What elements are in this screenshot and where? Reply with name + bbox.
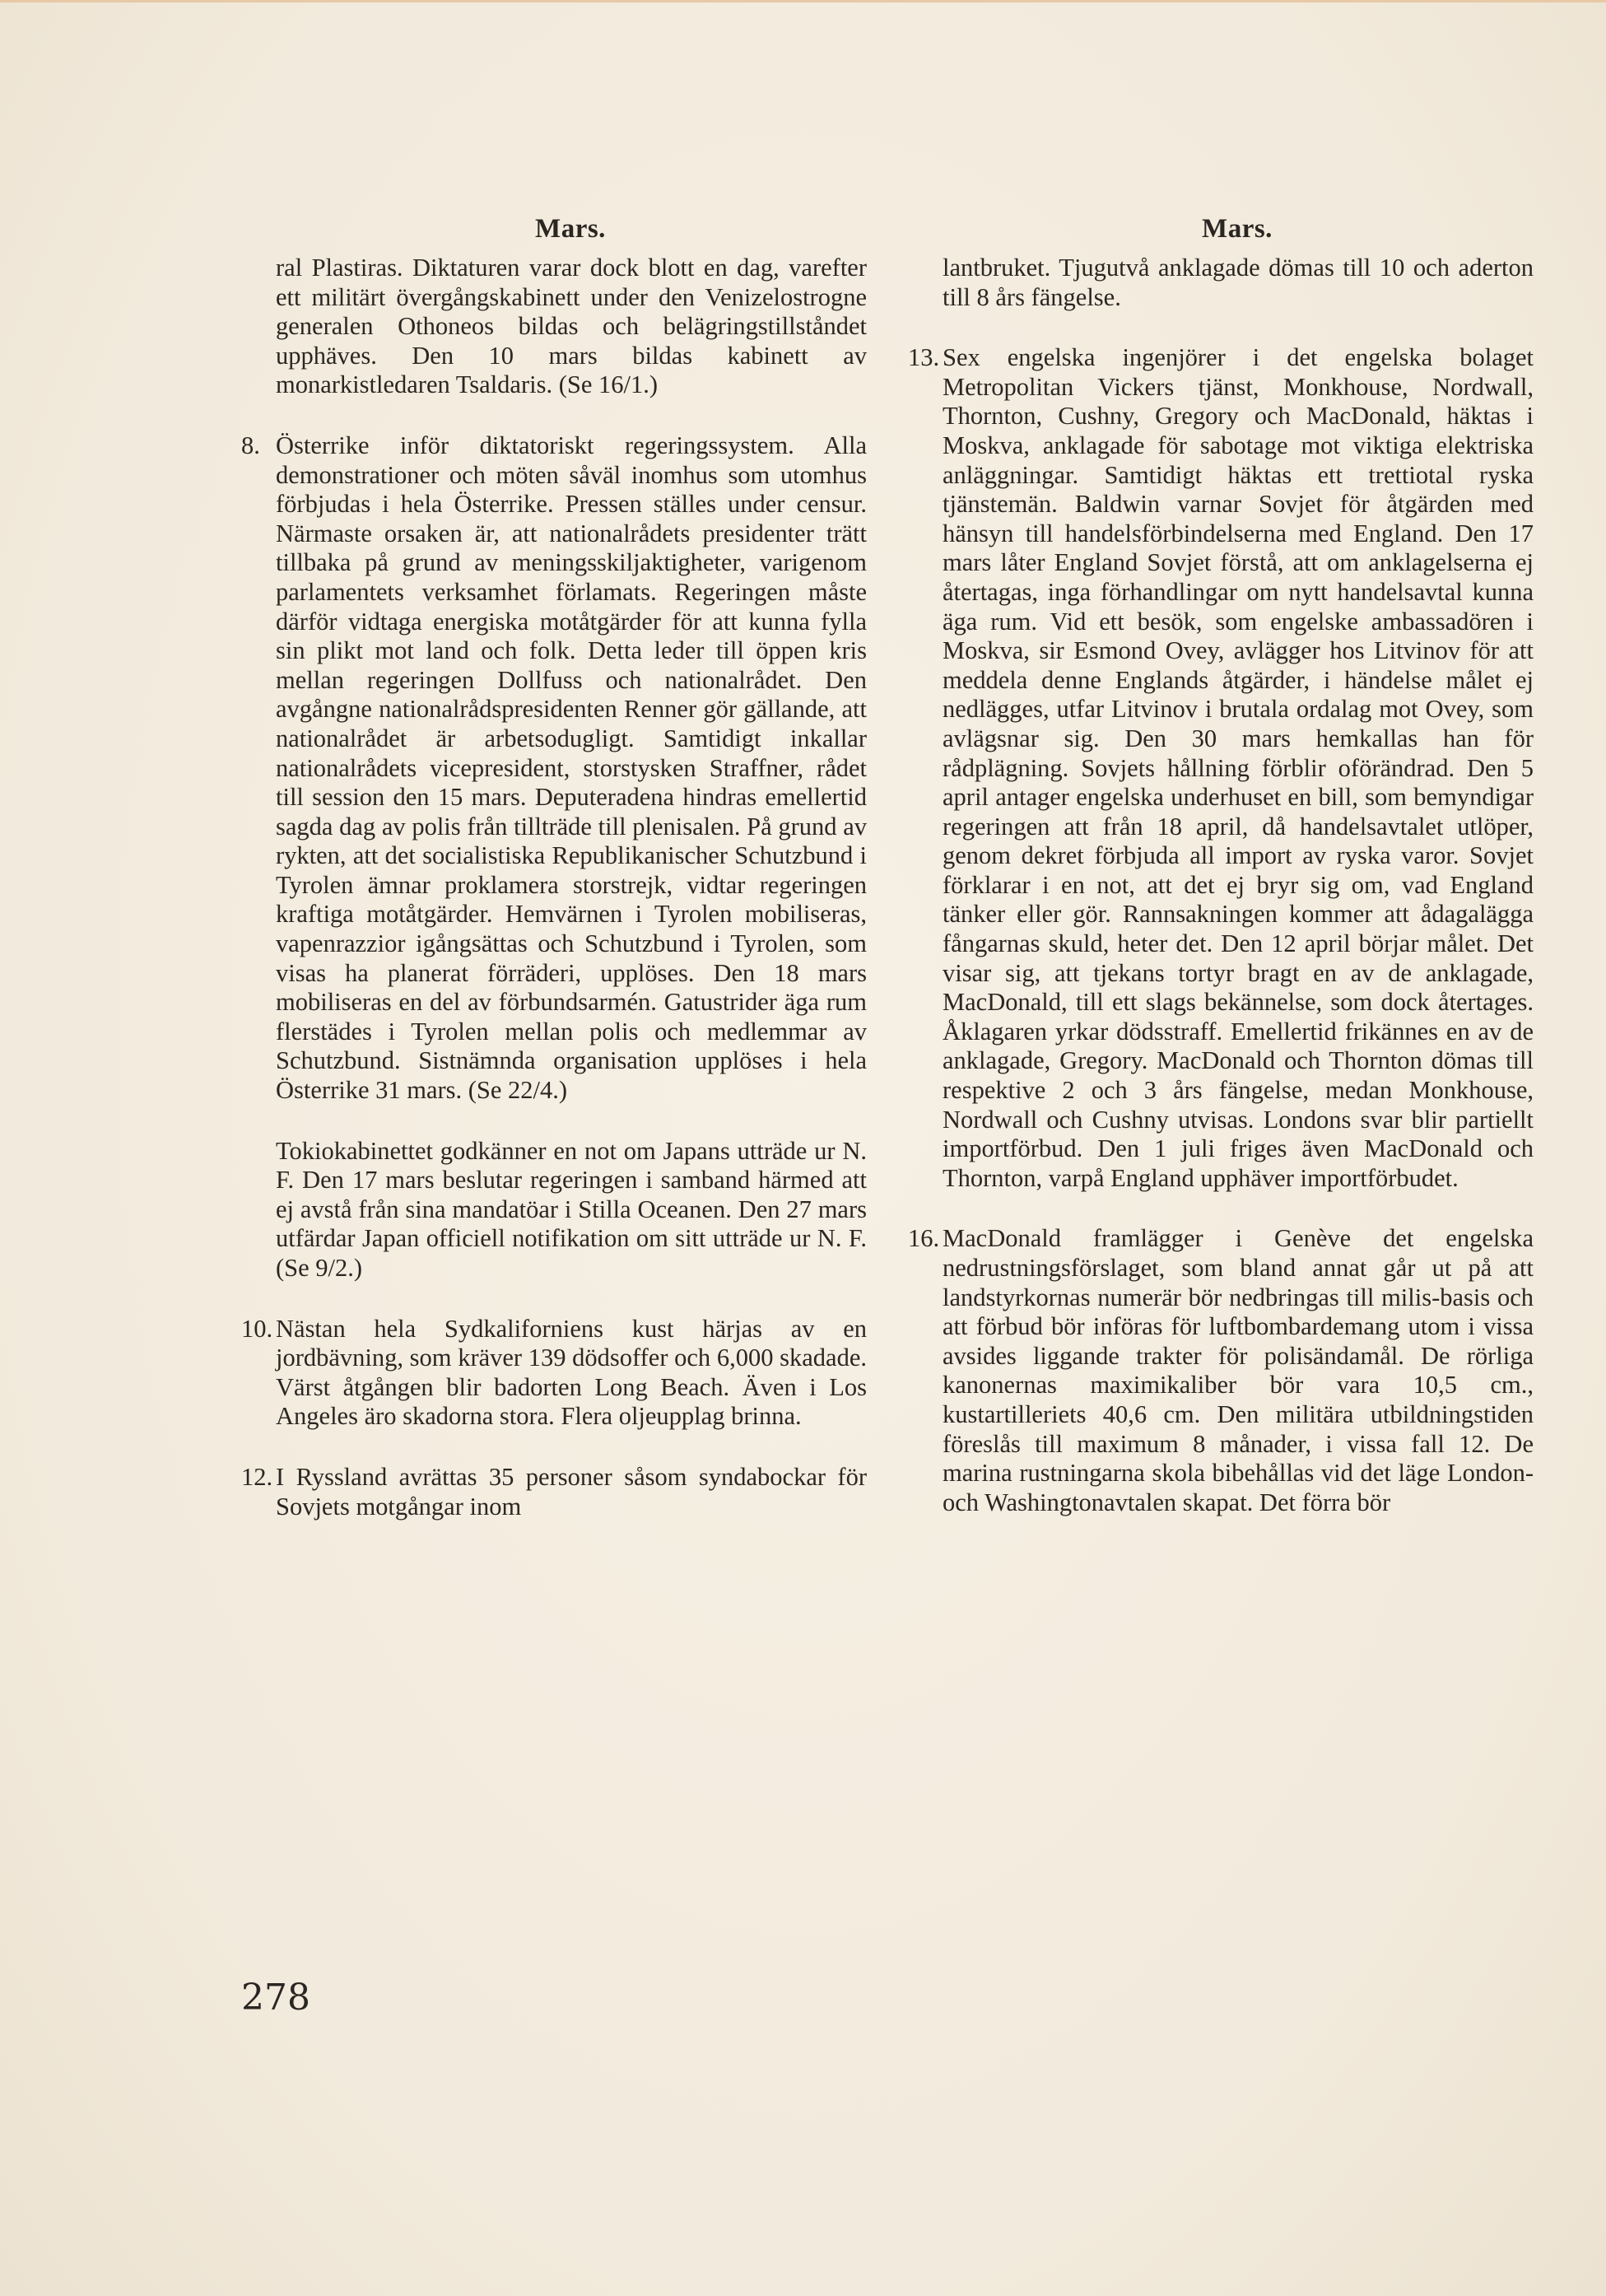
right-column [908,212,1534,1549]
entry-text: Österrike inför diktatoriskt regeringssystem. Alla demonstrationer och möten såväl inomhus som utomhus förbjudas i hela Österrike. Pressen ställes under censur. Närmaste orsaken är, att nationalrådets presidenter trätt tillbaka på grund av meningsskiljaktigheter, varigenom parlamentets verksamhet förlamats. Regeringen måste därför vidtaga energiska motåtgärder för att kunna fylla sin plikt mot land och folk. Detta leder till öppen kris mellan regeringen Dollfuss och nationalrådet. Den avgångne nationalrådspresidenten Renner gör gällande, att nationalrådet är arbetsodugligt. Samtidigt inkallar nationalrådets vicepresident, storstysken Straffner, rådet till session den 15 mars. Deputeradena hindras emellertid sagda dag av polis från tillträde till plenisalen. På grund av rykten, att det socialistiska Republikanischer Schutzbund i Tyrolen ämnar proklamera storstrejk, vidtar regeringen kraftiga motåtgärder. Hemvärnen i Tyrolen mobiliseras, vapenrazzior igångsättas och Schutzbund i Tyrolen, som visas ha planerat förräderi, upplöses. Den 18 mars mobiliseras en del av förbundsarmén. Gatustrider äga rum flerstädes i Tyrolen mellan polis och medlemmar av Schutzbund. Sistnämnda organisation upplöses i hela Österrike 31 mars. (Se 22/4.) [276,431,867,1105]
entry-date: 13. [908,343,940,372]
entry-13-ingenjorer [908,343,1534,1193]
entry-date [241,1137,276,1283]
entry-date [241,254,276,400]
entry-date: 16. [908,1224,940,1253]
entry-text: Nästan hela Sydkaliforniens kust härjas av en jordbävning, som kräver 139 dödsoffer och 6,000 skadade. Värst åtgången blir badorten Long Beach. Även i Los Angeles äro skadorna stora. Flera oljeupplag brinna. [276,1314,867,1431]
entry-continuation-plastiras [241,254,867,400]
entry-text: I Ryssland avrättas 35 personer såsom syndabockar för Sovjets motgångar inom [276,1462,867,1521]
entry-text: Tokiokabinettet godkänner en not om Japans utträde ur N. F. Den 17 mars beslutar regeringen i samband härmed att ej avstå från sina mandatöar i Stilla Oceanen. Den 27 mars utfärdar Japan officiell notifikation om sitt utträde ur N. F. (Se 9/2.) [276,1136,867,1282]
entry-12-ryssland [241,1463,867,1521]
page-number: 278 [241,1977,310,2019]
entry-text: Sex engelska ingenjörer i det engelska bolaget Metropolitan Vickers tjänst, Monkhouse, Nordwall, Thornton, Cushny, Gregory och MacDonald, häktas i Moskva, anklagade för sabotage mot viktiga elektriska anläggningar. Samtidigt häktas ett trettiotal ryska tjänstemän. Baldwin varnar Sovjet för åtgärden med hänsyn till handelsförbindelserna med England. Den 17 mars låter England Sovjet förstå, att om anklagelserna ej återtagas, inga förhandlingar om nytt handelsavtal kunna äga rum. Vid ett besök, som engelske ambassadören i Moskva, sir Esmond Ovey, avlägger hos Litvinov för att meddela denne Englands åtgärder, i händelse målet ej nedlägges, utfar Litvinov i brutala ordalag mot Ovey, som avlägsnar sig. Den 30 mars hemkallas han för rådplägning. Sovjets hållning förblir oförändrad. Den 5 april antager engelska underhuset en bill, som bemyndigar regeringen att från 18 april, då handelsavtalet utlöper, genom dekret förbjuda all import av ryska varor. Sovjet förklarar i en not, att det ej bryr sig om, vad England tänker eller gör. Rannsakningen kommer att ådagalägga fångarnas skuld, heter det. Den 12 april börjar målet. Det visar sig, att tjekans tortyr bragt en av de anklagade, MacDonald, till ett slags bekännelse, som dock återtages. Åklagaren yrkar dödsstraff. Emellertid frikännes en av de anklagade, Gregory. MacDonald och Thornton dömas till respektive 2 och 3 års fängelse, medan Monkhouse, Nordwall och Cushny utvisas. Londons svar blir partiellt importförbud. Den 1 juli friges även MacDonald och Thornton, varpå England upphäver importförbudet. [943,343,1534,1192]
entry-date: 10. [241,1314,273,1343]
entry-text: ral Plastiras. Diktaturen varar dock blott en dag, varefter ett militärt övergångskabinett under den Venizelostrogne generalen Othoneos bildas och belägringstillståndet upphäves. Den 10 mars bildas kabinett av monarkistledaren Tsaldaris. (Se 16/1.) [276,254,867,399]
right-running-head: Mars. [1202,214,1273,244]
entry-date: 8. [241,431,260,459]
left-column [241,212,867,1553]
entry-continuation-lantbruket [908,254,1534,312]
entry-date: 12. [241,1462,273,1491]
entry-text: lantbruket. Tjugutvå anklagade dömas till 10 och aderton till 8 års fängelse. [943,254,1534,311]
top-edge-line [0,0,1606,2]
entry-tokiokabinettet [241,1137,867,1283]
left-running-head: Mars. [535,214,606,244]
entry-16-macdonald [908,1224,1534,1517]
entry-8-osterrike [241,431,867,1106]
entry-date [908,254,943,312]
entry-text: MacDonald framlägger i Genève det engelska nedrustningsförslaget, som bland annat går ut på att landstyrkornas numerär bör nedbringas till milis-basis och att förbud bör införas för luftbombardemang utom i vissa avsides liggande trakter för polisändamål. De rörliga kanonernas maximikaliber bör vara 10,5 cm., kustartilleriets 40,6 cm. Den militära utbildningstiden föreslås till maximum 8 månader, i vissa fall 12. De marina rustningarna skola bibehållas vid det läge London- och Washingtonavtalen skapat. Det förra bör [943,1224,1534,1516]
entry-10-sydkalifornien [241,1315,867,1432]
